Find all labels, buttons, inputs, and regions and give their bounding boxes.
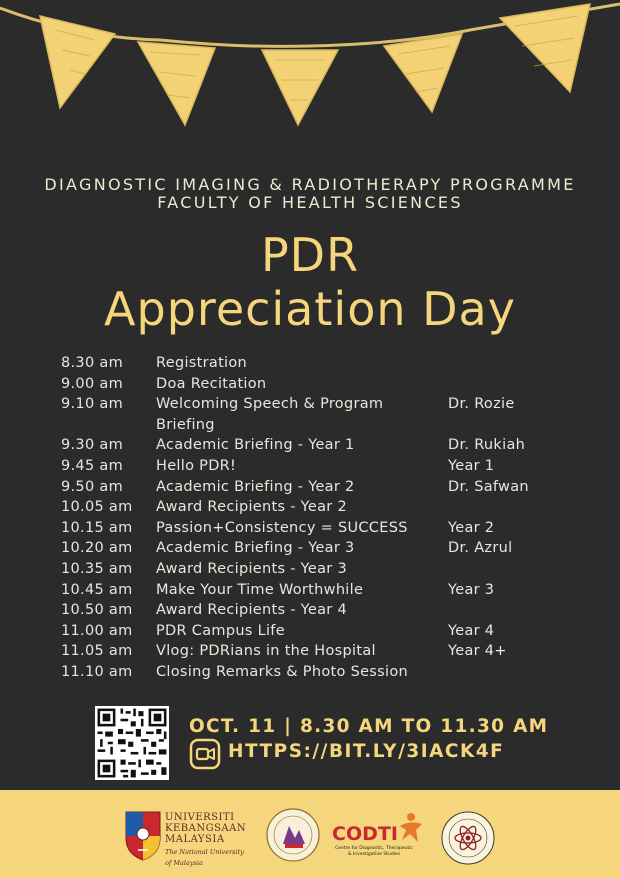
schedule-presenter: Dr. Safwan [448, 478, 529, 495]
schedule-event: Vlog: PDRians in the Hospital [156, 643, 376, 660]
programme-name: DIAGNOSTIC IMAGING & RADIOTHERAPY PROGRAMME [44, 175, 576, 194]
schedule-presenter [448, 600, 581, 621]
schedule-presenter [448, 559, 581, 580]
schedule-time: 9.30 am [61, 437, 124, 454]
codti-logo-subtitle: Centre for Diagnostic, Therapeutic & Investigative Studies [335, 846, 413, 857]
schedule-row [61, 374, 581, 395]
schedule-presenter: Dr. Rukiah [448, 437, 526, 454]
schedule-time: 9.10 am [61, 396, 124, 413]
schedule-row [61, 641, 581, 662]
ukm-name-line1: UNIVERSITI [165, 812, 235, 823]
schedule-time: 9.45 am [61, 457, 124, 474]
schedule-time: 10.15 am [61, 519, 133, 536]
schedule-presenter [448, 374, 581, 395]
qr-code-icon[interactable] [95, 706, 169, 780]
faculty-name: FACULTY OF HEALTH SCIENCES [157, 193, 463, 212]
schedule-time: 10.20 am [61, 540, 133, 557]
schedule-event: Doa Recitation [156, 375, 267, 392]
schedule-time: 10.35 am [61, 560, 133, 577]
schedule-time: 10.05 am [61, 499, 133, 516]
schedule-row [61, 559, 581, 580]
event-title-line2: Appreciation Day [104, 282, 516, 336]
faculty-seal-logo [265, 806, 321, 864]
schedule-event: Closing Remarks & Photo Session [156, 663, 408, 680]
schedule-event: Hello PDR! [156, 457, 237, 474]
schedule-time: 10.50 am [61, 602, 133, 619]
schedule-time: 11.05 am [61, 643, 133, 660]
schedule-event: Registration [156, 355, 248, 371]
schedule-event: Passion+Consistency = SUCCESS [156, 519, 408, 536]
schedule-time: 9.00 am [61, 375, 124, 392]
schedule-row [61, 456, 581, 477]
schedule-time: 9.50 am [61, 478, 124, 495]
schedule-presenter [448, 662, 581, 683]
ukm-tagline-line1: The National University [165, 848, 244, 856]
schedule-time: 11.00 am [61, 622, 133, 639]
schedule-event: PDR Campus Life [156, 622, 285, 639]
ukm-logo-text [165, 812, 246, 867]
schedule-presenter: Year 4+ [448, 643, 507, 660]
schedule-row [61, 580, 581, 601]
schedule-event: Welcoming Speech & Program [156, 396, 384, 413]
schedule-time: 11.10 am [61, 663, 133, 680]
schedule-time: 8.30 am [61, 355, 124, 371]
ukm-crest-logo [123, 808, 163, 862]
codti-figure-icon [396, 812, 424, 844]
schedule-row [61, 477, 581, 498]
schedule-row [61, 600, 581, 621]
schedule-row [61, 538, 581, 559]
codti-logo-name: CODTI [332, 823, 398, 845]
schedule-presenter [448, 415, 581, 436]
schedule-row [61, 518, 581, 539]
schedule-presenter: Dr. Azrul [448, 540, 513, 557]
schedule-presenter [448, 497, 581, 518]
schedule-event: Make Your Time Worthwhile [156, 581, 364, 598]
schedule-presenter: Year 1 [448, 457, 495, 474]
schedule-event: Academic Briefing - Year 2 [156, 478, 355, 495]
schedule-time [61, 415, 156, 436]
schedule-row [61, 497, 581, 518]
schedule-row [61, 394, 581, 415]
schedule-row [61, 353, 581, 374]
ukm-tagline-line2: of Malaysia [165, 859, 203, 867]
event-date-time: OCT. 11 | 8.30 AM TO 11.30 AM [189, 716, 549, 737]
schedule-event: Award Recipients - Year 2 [156, 499, 348, 516]
schedule-event: Academic Briefing - Year 1 [156, 437, 355, 454]
schedule-presenter: Year 2 [448, 519, 495, 536]
schedule-row [61, 415, 581, 436]
bunting-decoration [0, 0, 620, 170]
association-atom-logo [440, 810, 496, 866]
event-title-line1: PDR [260, 228, 360, 282]
schedule-table [61, 353, 581, 683]
ukm-name-line2: KEBANGSAAN [165, 823, 247, 834]
ukm-name-line3: MALAYSIA [165, 834, 225, 845]
video-camera-icon [189, 738, 221, 770]
schedule-event: Award Recipients - Year 3 [156, 560, 348, 577]
schedule-presenter: Dr. Rozie [448, 396, 515, 413]
schedule-event: Award Recipients - Year 4 [156, 602, 348, 619]
schedule-presenter: Year 3 [448, 581, 495, 598]
schedule-event: Briefing [156, 416, 215, 433]
schedule-row [61, 435, 581, 456]
schedule-time: 10.45 am [61, 581, 133, 598]
schedule-presenter: Year 4 [448, 622, 495, 639]
meeting-link[interactable]: HTTPS://BIT.LY/3IACK4F [228, 741, 505, 762]
schedule-row [61, 662, 581, 683]
schedule-row [61, 621, 581, 642]
schedule-event: Academic Briefing - Year 3 [156, 540, 355, 557]
schedule-presenter [448, 353, 581, 374]
